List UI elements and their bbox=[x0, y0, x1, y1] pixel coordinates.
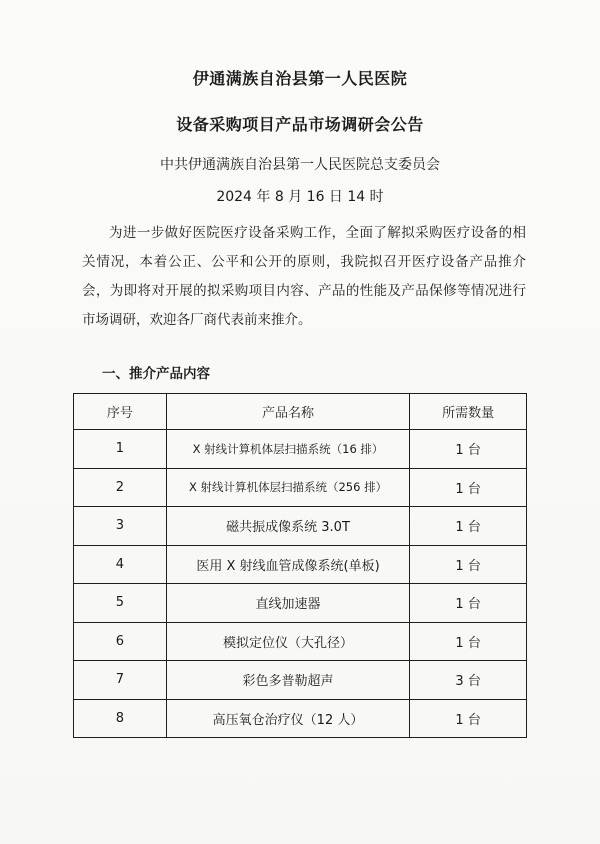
table-row bbox=[74, 468, 527, 507]
announcement-date: 2024 年 8 月 16 日 14 时 bbox=[216, 189, 384, 205]
table-row bbox=[74, 545, 527, 584]
table-row bbox=[74, 507, 527, 546]
hospital-title: 伊通满族自治县第一人民医院 bbox=[192, 69, 408, 88]
row-quantity: 1 台 bbox=[410, 584, 527, 623]
row-quantity: 3 台 bbox=[410, 661, 527, 700]
row-product-name: 直线加速器 bbox=[166, 584, 409, 623]
table-row bbox=[74, 430, 527, 469]
row-product-name: X 射线计算机体层扫描系统（16 排） bbox=[166, 430, 409, 469]
row-quantity: 1 台 bbox=[410, 545, 527, 584]
row-product-name: 彩色多普勒超声 bbox=[166, 661, 409, 700]
table-header-row bbox=[74, 394, 527, 430]
row-product-name: X 射线计算机体层扫描系统（256 排） bbox=[166, 468, 409, 507]
row-quantity: 1 台 bbox=[410, 430, 527, 469]
row-quantity: 1 台 bbox=[410, 468, 527, 507]
row-product-name: 磁共振成像系统 3.0T bbox=[166, 507, 409, 546]
intro-paragraph: 为进一步做好医院医疗设备采购工作，全面了解拟采购医疗设备的相关情况，本着公正、公平和公开的原则，我院拟召开医疗设备产品推介会，为即将对开展的拟采购项目内容、产品的性能及产品保修等情况进行市场调研，欢迎各厂商代表前来推介。 bbox=[82, 225, 526, 328]
row-number: 7 bbox=[74, 661, 167, 700]
row-number: 8 bbox=[74, 699, 167, 738]
row-number: 6 bbox=[74, 622, 167, 661]
product-table bbox=[73, 393, 527, 738]
table-row bbox=[74, 622, 527, 661]
row-quantity: 1 台 bbox=[410, 699, 527, 738]
row-number: 3 bbox=[74, 507, 167, 546]
header-quantity: 所需数量 bbox=[410, 394, 527, 430]
header-product-name: 产品名称 bbox=[166, 394, 409, 430]
row-quantity: 1 台 bbox=[410, 622, 527, 661]
row-quantity: 1 台 bbox=[410, 507, 527, 546]
row-number: 2 bbox=[74, 468, 167, 507]
row-product-name: 高压氧仓治疗仪（12 人） bbox=[166, 699, 409, 738]
section-heading: 一、推介产品内容 bbox=[102, 366, 210, 382]
table-row bbox=[74, 661, 527, 700]
row-number: 5 bbox=[74, 584, 167, 623]
row-number: 4 bbox=[74, 545, 167, 584]
row-product-name: 医用 X 射线血管成像系统(单板) bbox=[166, 545, 409, 584]
row-product-name: 模拟定位仪（大孔径） bbox=[166, 622, 409, 661]
header-number: 序号 bbox=[74, 394, 167, 430]
table-row bbox=[74, 584, 527, 623]
row-number: 1 bbox=[74, 430, 167, 469]
table-row bbox=[74, 699, 527, 738]
announcement-title: 设备采购项目产品市场调研会公告 bbox=[176, 115, 424, 134]
issuer-line: 中共伊通满族自治县第一人民医院总支委员会 bbox=[160, 157, 440, 173]
